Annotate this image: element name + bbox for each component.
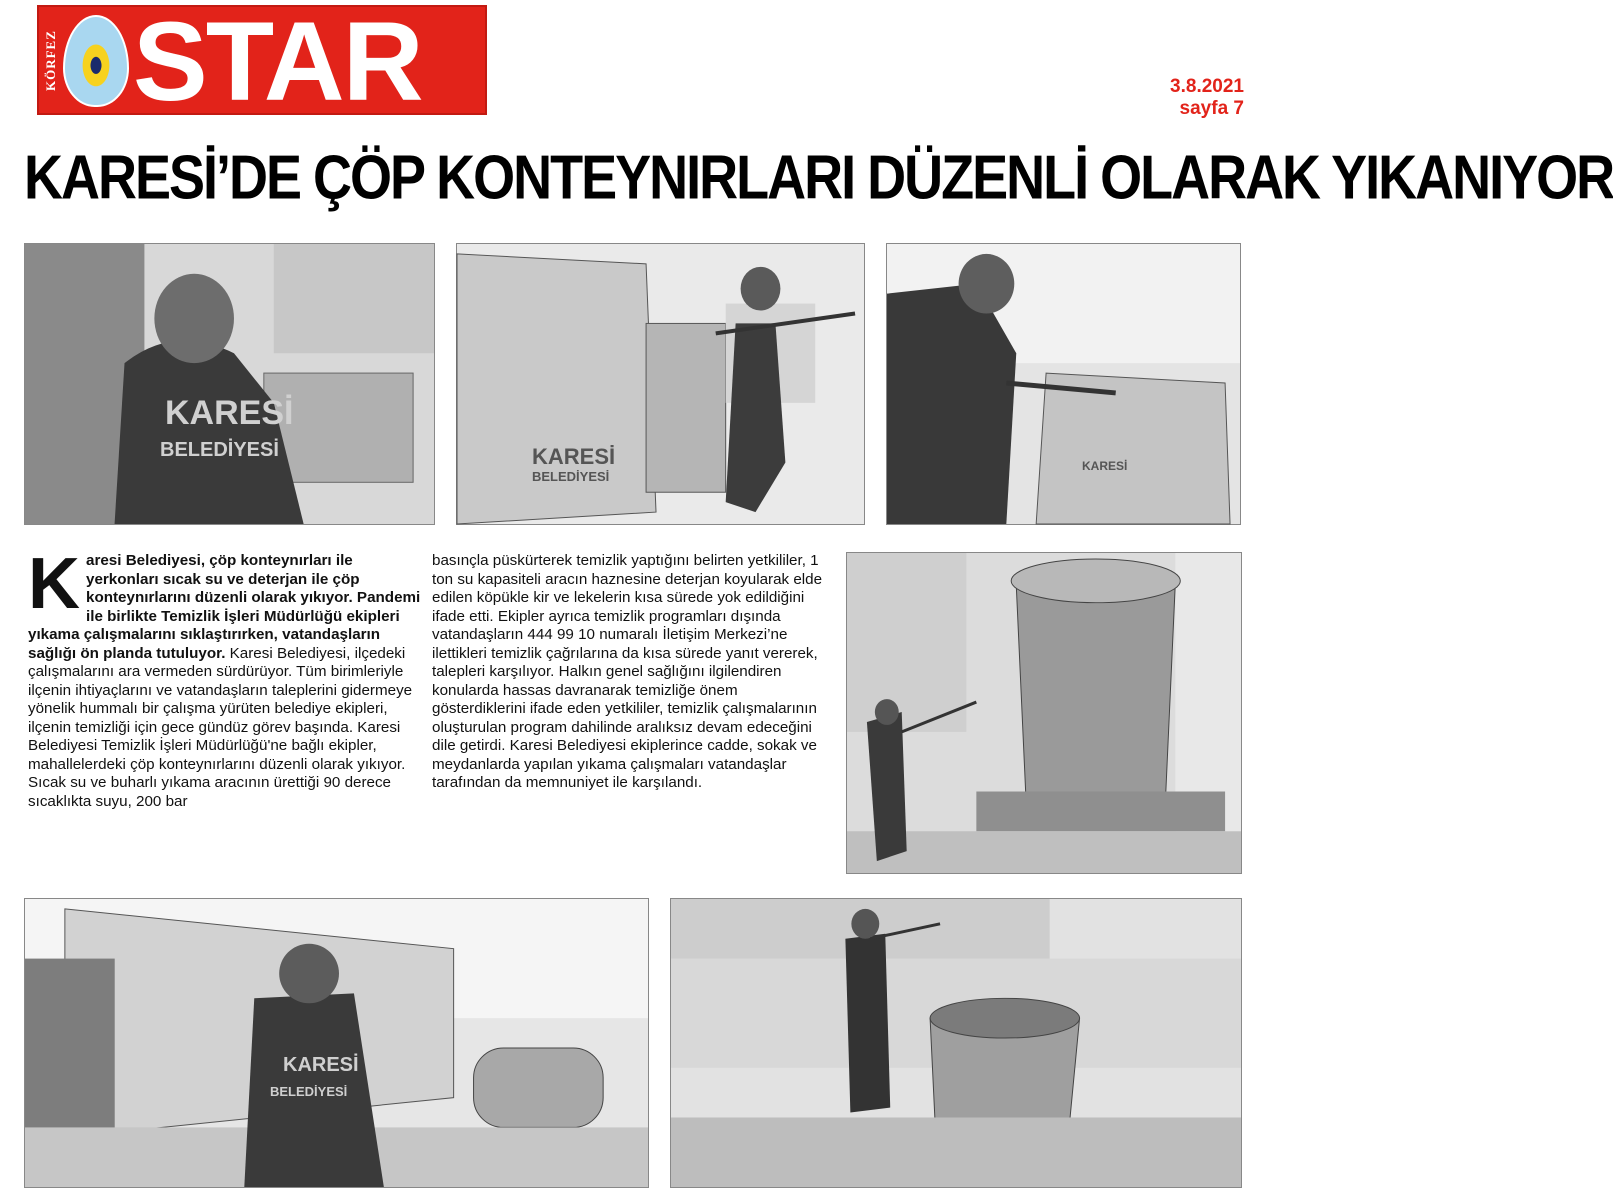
issue-date: 3.8.2021	[1170, 76, 1244, 97]
bin-text-line-2: BELEDİYESİ	[532, 469, 610, 484]
article-body-col2: basınçla püskürterek temizlik yaptığını belirten yetkililer, 1 ton su kapasiteli aracın haznesine deterjan koyularak elde edilen köpükle kir ve lekelerin kısa sürede yok edildiğini ifade etti. Ekipler ayrıca temizlik programları dışında vatandaşların 444 99 10 numaralı İletişim Merkezi’ne ilettikleri temizlik çağrılarına da kısa sürede yanıt vererek, talepleri karşılıyor. Halkın genel sağlığını ilgilendiren konularda hassas davranarak temizliğe önem gösterdiklerini ifade eden yetkililer, temizlik çalışmalarının oluşturulan program dahilinde aralıksız devam edeceğini dile getirdi. Karesi Belediyesi ekiplerince cadde, sokak ve meydanlarda yapılan yıkama çalışmaları vatandaşlar tarafından da memnuniyet ile karşılandı.	[432, 552, 823, 791]
article-column-2	[432, 552, 830, 793]
article-column-1	[28, 544, 426, 811]
photo-worker-cleaning-closeup	[886, 243, 1241, 525]
masthead-side-text: KÖRFEZ	[43, 30, 58, 92]
vest-text-line-2: BELEDİYESİ	[160, 439, 279, 461]
bin-text: KARESİ	[1082, 459, 1128, 473]
vest-text-line-2: BELEDİYESİ	[270, 1084, 348, 1099]
vest-text-line-1: KARESİ	[283, 1054, 359, 1076]
photo-worker-beside-truck	[24, 898, 649, 1188]
headline: KARESİ’DE ÇÖP KONTEYNIRLARI DÜZENLİ OLARAK YIKANIYOR	[24, 143, 1613, 213]
photo-worker-brushing-container	[456, 243, 865, 525]
article-lead: aresi Belediyesi, çöp konteynırları ile yerkonları sıcak su ve deterjan ile çöp konteynırlarını düzenli olarak yıkıyor. Pandemi ile birlikte Temizlik İşleri Müdürlüğü ekipleri yıkama çalışmalarını sıklaştırırken, vatandaşların sağlığı ön planda tutuluyor.	[28, 552, 421, 662]
logo-emblem-icon	[63, 15, 129, 107]
issue-info	[1170, 76, 1244, 120]
article-body-col1: Karesi Belediyesi, ilçedeki çalışmalarını ara vermeden sürdürüyor. Tüm birimleriyle ilçenin ihtiyaçlarını ve vatandaşların taleplerini gidermeye yönelik hummalı bir çalışma yürüten belediye ekipleri, ilçenin temizliği için gece gündüz görev başında. Karesi Belediyesi Temizlik İşleri Müdürlüğü'ne bağlı ekipler, mahallelerdeki çöp konteynırlarını düzenli olarak yıkıyor. Sıcak su ve buharlı yıkama aracının ürettiği 90 derece sıcaklıkta suyu, 200 bar	[28, 644, 413, 810]
masthead-title: STAR	[133, 0, 422, 124]
photo-worker-back-vest	[24, 243, 435, 525]
photo-underground-container-lifted	[846, 552, 1242, 874]
article-dropcap: K	[28, 544, 80, 624]
issue-page: sayfa 7	[1179, 98, 1244, 119]
bin-text-line-1: KARESİ	[532, 444, 616, 469]
vest-text-line-1: KARESİ	[165, 394, 294, 432]
photo-worker-pressure-washing	[670, 898, 1242, 1188]
masthead-logo	[37, 0, 487, 124]
